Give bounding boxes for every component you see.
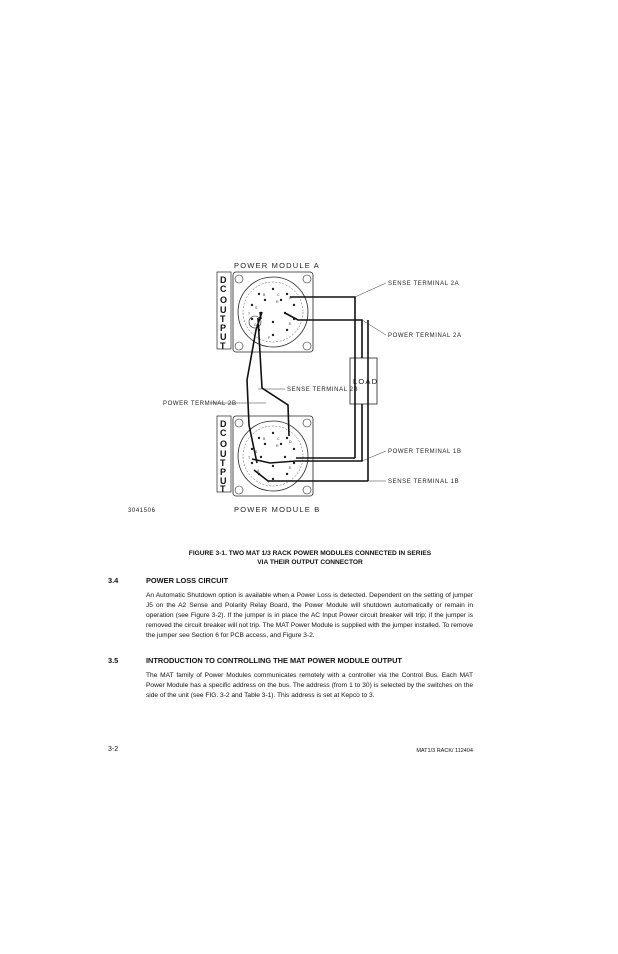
svg-text:E: E [289, 466, 292, 470]
svg-text:U: U [220, 332, 227, 342]
svg-text:T: T [220, 484, 226, 494]
svg-text:G: G [254, 323, 257, 327]
svg-text:U: U [220, 476, 227, 486]
document-id: MAT1/3 RACK/ 112404 [416, 748, 473, 754]
svg-text:C: C [220, 428, 227, 438]
power-terminal-2a-label: POWER TERMINAL 2A [388, 333, 462, 339]
svg-text:F: F [268, 480, 271, 484]
section-3-5-number: 3.5 [108, 656, 119, 665]
module-b-label: POWER MODULE B [234, 505, 321, 514]
svg-text:R: R [276, 300, 279, 304]
svg-text:C: C [220, 284, 227, 294]
svg-text:D: D [220, 419, 227, 429]
svg-text:T: T [248, 312, 251, 316]
module-b-mount-hole [303, 419, 311, 427]
module-b-mount-hole [303, 486, 311, 494]
svg-text:U: U [220, 305, 227, 315]
drawing-number: 3041506 [128, 508, 156, 514]
svg-text:O: O [220, 439, 228, 449]
svg-text:S: S [255, 450, 258, 454]
module-b-mount-hole [235, 419, 243, 427]
svg-text:B: B [263, 293, 266, 297]
svg-text:U: U [220, 449, 227, 459]
module-b-connector-body [233, 416, 313, 496]
figure-caption [150, 549, 470, 567]
power-terminal-2b-label: POWER TERMINAL 2B [163, 401, 237, 407]
module-b-connector-inner [243, 426, 303, 486]
svg-text:A: A [257, 325, 260, 329]
section-3-5-title: INTRODUCTION TO CONTROLLING THE MAT POWER MODULE OUTPUT [146, 656, 402, 665]
module-a-mount-hole [303, 275, 311, 283]
caption-line-2: VIA THEIR OUTPUT CONNECTOR [257, 559, 363, 566]
svg-text:T: T [220, 341, 226, 351]
module-b-mount-hole [235, 486, 243, 494]
module-a-label: POWER MODULE A [234, 261, 320, 270]
svg-text:P: P [220, 323, 227, 333]
load-label: LOAD [353, 377, 379, 386]
section-3-5-body: The MAT family of Power Modules communicates remotely with a controller via the Control Bus. Each MAT Power Module has a specific address on the bus. The address (from 1 to 30) is selected by the switches on the side of the unit (see FIG. 3-2 and Table 3-1). This address is set at Kepco to 3. [146, 672, 473, 699]
power-terminal-1b-label: POWER TERMINAL 1B [388, 449, 462, 455]
svg-text:E: E [289, 322, 292, 326]
section-3-4-number: 3.4 [108, 576, 119, 585]
svg-text:T: T [220, 458, 226, 468]
svg-text:D: D [289, 296, 292, 300]
svg-text:T: T [248, 456, 251, 460]
section-3-4-title: POWER LOSS CIRCUIT [146, 576, 229, 585]
svg-text:O: O [220, 295, 228, 305]
module-b-pins [248, 432, 295, 484]
svg-text:B: B [263, 437, 266, 441]
sense-terminal-1b-label: SENSE TERMINAL 1B [388, 479, 460, 485]
page-number: 3-2 [108, 746, 119, 753]
module-b-output-letters [220, 419, 227, 494]
svg-text:C: C [277, 437, 280, 441]
module-a-connector-body [233, 272, 313, 352]
svg-text:T: T [220, 314, 226, 324]
svg-text:D: D [220, 275, 227, 285]
svg-text:R: R [276, 444, 279, 448]
svg-text:P: P [220, 467, 227, 477]
module-a-output-letters [220, 275, 227, 351]
module-a-mount-hole [303, 342, 311, 350]
section-3-4-body: An Automatic Shutdown option is available when a Power Loss is detected. Dependent on the setting of jumper J5 on the A2 Sense and Polarity Relay Board, the Power Module will shutdown automatically or remain in operation (see Figure 3-2). If the jumper is in place the AC Input Power circuit breaker will trip; if the jumper is removed the circuit breaker will not trip. The MAT Power Module is supplied with the jumper installed. To remove the jumper see Section 6 for PCB access, and Figure 3-2. [146, 592, 473, 639]
sense-terminal-2a-label: SENSE TERMINAL 2A [388, 281, 460, 287]
module-a-mount-hole [235, 342, 243, 350]
caption-line-1: FIGURE 3-1. TWO MAT 1/3 RACK POWER MODULES CONNECTED IN SERIES [188, 550, 432, 557]
module-a-mount-hole [235, 275, 243, 283]
svg-text:C: C [277, 293, 280, 297]
svg-text:A: A [257, 469, 260, 473]
svg-text:S: S [255, 306, 258, 310]
svg-text:D: D [289, 440, 292, 444]
module-a-connector-inner [243, 282, 303, 342]
sense-terminal-2b-label: SENSE TERMINAL 2B [287, 387, 359, 393]
svg-text:F: F [268, 336, 271, 340]
